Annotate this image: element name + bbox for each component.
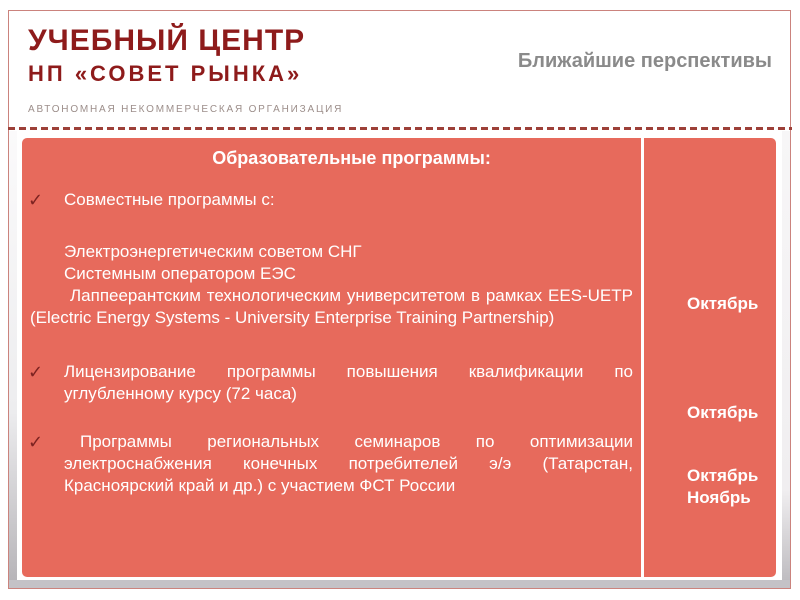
dashed-divider <box>8 127 792 130</box>
tray-shadow-bottom <box>9 580 790 588</box>
logo-tagline: АВТОНОМНАЯ НЕКОММЕРЧЕСКАЯ ОРГАНИЗАЦИЯ <box>28 104 344 115</box>
slide-title: Ближайшие перспективы <box>517 50 772 72</box>
panel-heading: Образовательные программы: <box>212 148 491 168</box>
checkmark-icon: ✓ <box>28 190 44 210</box>
bullet-item-regional-seminars <box>26 431 633 497</box>
tray-shadow-left <box>9 131 17 580</box>
tray-shadow-right <box>782 131 790 580</box>
logo-title: УЧЕБНЫЙ ЦЕНТР <box>28 24 306 57</box>
logo-subtitle: НП «СОВЕТ РЫНКА» <box>28 61 303 86</box>
schedule-month: Ноябрь <box>687 488 751 507</box>
programs-column <box>22 138 641 577</box>
partner-line: Электроэнергетическим советом СНГ <box>64 242 362 261</box>
schedule-slot <box>687 465 758 509</box>
bullet-text: Программы региональных семинаров по оптимизации электроснабжения конечных потребителей э/э (Татарстан, Красноярский край и др.) с участием ФСТ России <box>64 432 633 495</box>
schedule-column <box>644 138 776 577</box>
bullet-text: Лицензирование программы повышения квалификации по углубленному курсу (72 часа) <box>64 362 633 403</box>
checkmark-icon: ✓ <box>28 362 44 382</box>
content-panel <box>22 138 776 577</box>
bullet-item-joint-programs <box>26 189 633 329</box>
bullet-item-licensing <box>26 361 633 405</box>
schedule-month: Октябрь <box>687 466 759 485</box>
partner-line: Лаппеерантским технологическим университетом в рамках EES-UETP (Electric Energy Systems - University Enterprise Training Partnership) <box>30 286 633 327</box>
schedule-slot: Октябрь <box>687 403 759 422</box>
bullet-text <box>30 189 633 329</box>
bullet-intro: Совместные программы с: <box>64 190 275 209</box>
logo <box>28 24 358 115</box>
schedule-slot: Октябрь <box>687 294 759 313</box>
checkmark-icon: ✓ <box>28 432 44 452</box>
partner-line: Системным оператором ЕЭС <box>64 264 296 283</box>
